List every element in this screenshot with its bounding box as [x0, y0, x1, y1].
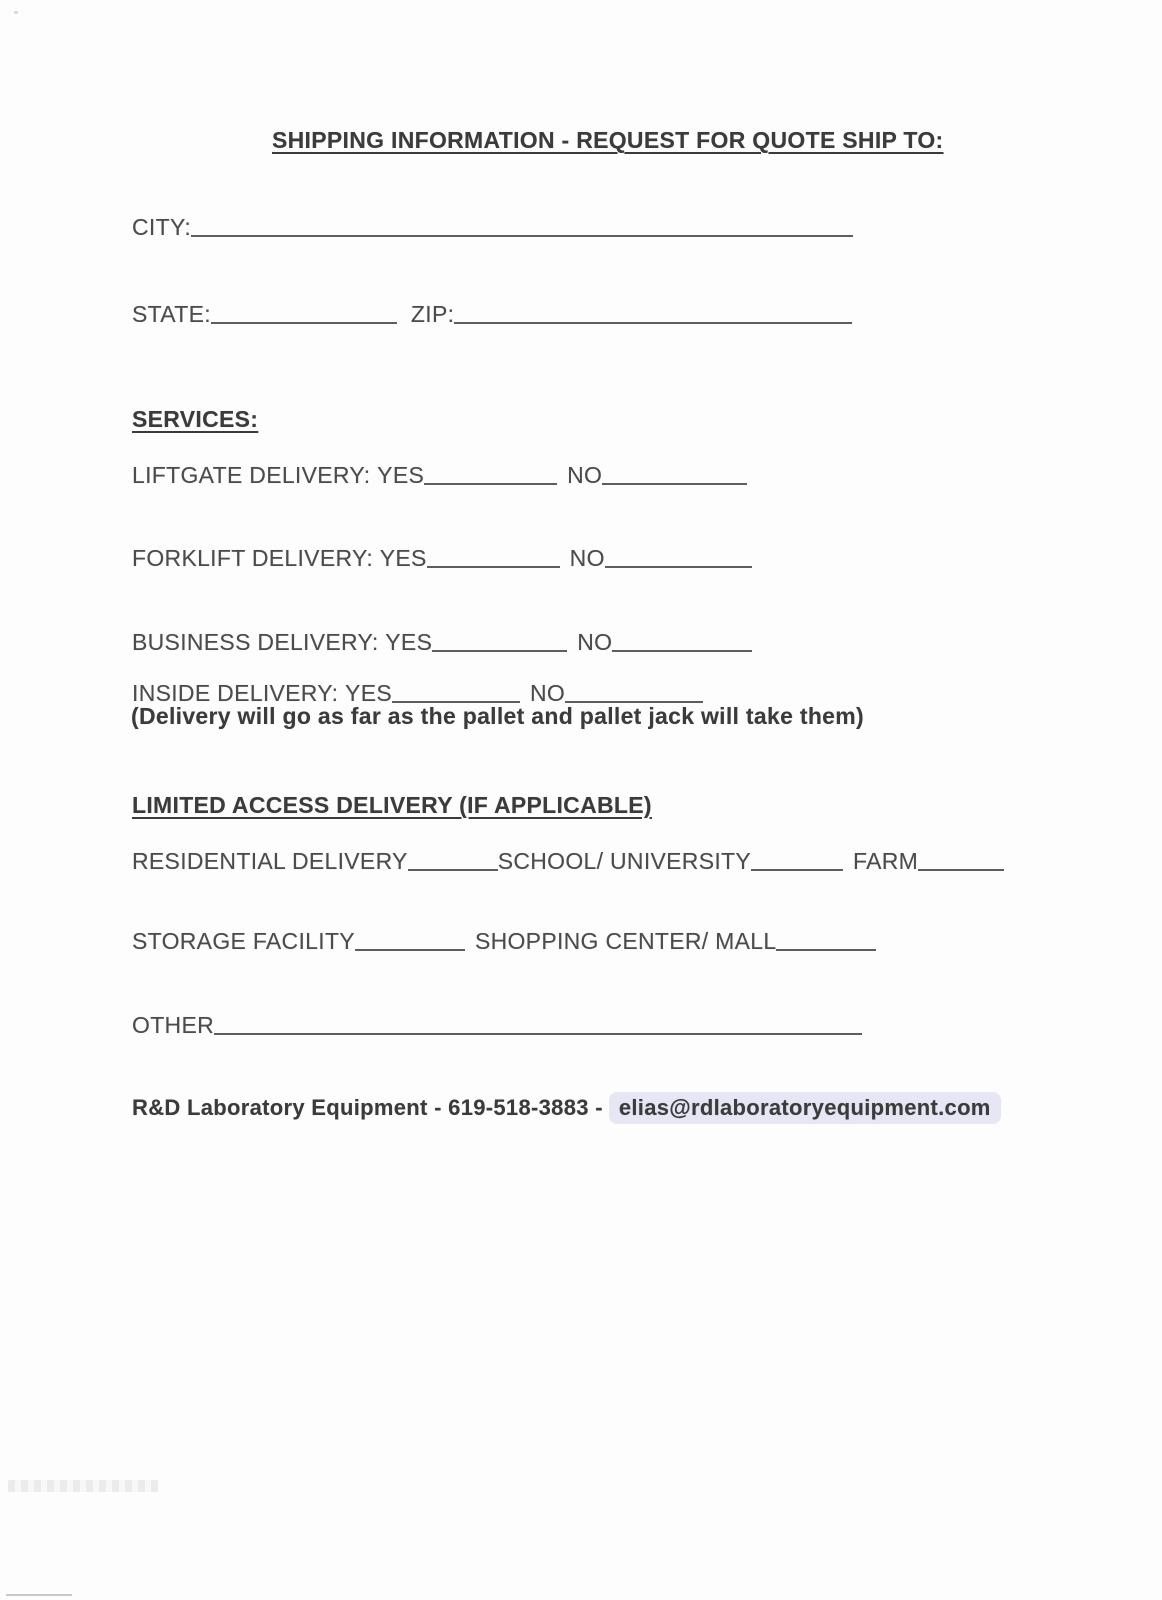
liftgate-delivery-label: LIFTGATE DELIVERY:	[132, 462, 371, 488]
other-label: OTHER	[132, 1012, 214, 1038]
no-label: NO	[529, 680, 566, 706]
separator-dash: -	[595, 1095, 603, 1120]
forklift-delivery-label: FORKLIFT DELIVERY:	[132, 545, 374, 571]
liftgate-delivery-row	[132, 462, 747, 489]
other-row	[132, 1012, 862, 1039]
state-zip-row	[132, 301, 852, 328]
other-fill-line	[214, 1029, 862, 1035]
footer-contact-line	[132, 1095, 1001, 1121]
scan-artifact-line	[6, 1594, 72, 1596]
limited-access-heading: LIMITED ACCESS DELIVERY (IF APPLICABLE)	[132, 792, 652, 818]
phone-number: 619-518-3883	[448, 1095, 589, 1120]
yes-label: YES	[345, 680, 392, 706]
page-title: SHIPPING INFORMATION - REQUEST FOR QUOTE SHIP TO:	[272, 127, 944, 153]
school-university-label: SCHOOL/ UNIVERSITY	[497, 848, 752, 874]
inside-delivery-note: (Delivery will go as far as the pallet and pallet jack will take them)	[131, 703, 864, 729]
liftgate-no-fill-line	[602, 479, 747, 485]
email-link[interactable]: elias@rdlaboratoryequipment.com	[609, 1092, 1001, 1124]
city-label: CITY:	[132, 214, 192, 240]
state-label: STATE:	[132, 301, 211, 327]
residential-fill-line	[408, 865, 498, 871]
no-label: NO	[569, 545, 605, 571]
services-heading: SERVICES:	[132, 406, 259, 432]
scan-artifact-smudge	[8, 1480, 158, 1492]
no-label: NO	[567, 462, 603, 488]
city-fill-line	[191, 231, 853, 237]
yes-label: YES	[377, 462, 425, 488]
separator-dash: -	[434, 1095, 442, 1120]
business-delivery-row	[132, 629, 752, 656]
yes-label: YES	[379, 545, 427, 571]
no-label: NO	[577, 629, 613, 655]
city-row	[132, 214, 853, 241]
shopping-fill-line	[776, 945, 876, 951]
school-fill-line	[751, 865, 843, 871]
farm-fill-line	[918, 865, 1004, 871]
business-delivery-label: BUSINESS DELIVERY:	[132, 629, 379, 655]
zip-label: ZIP:	[410, 301, 455, 327]
business-yes-fill-line	[432, 646, 567, 652]
zip-fill-line	[454, 318, 852, 324]
residential-delivery-label: RESIDENTIAL DELIVERY	[132, 848, 408, 874]
inside-delivery-label: INSIDE DELIVERY:	[132, 680, 339, 706]
scan-artifact-dot	[14, 11, 18, 14]
forklift-delivery-row	[132, 545, 752, 572]
shopping-center-mall-label: SHOPPING CENTER/ MALL	[474, 928, 777, 954]
storage-facility-label: STORAGE FACILITY	[132, 928, 355, 954]
company-name: R&D Laboratory Equipment	[132, 1095, 428, 1120]
forklift-yes-fill-line	[427, 562, 560, 568]
residential-school-farm-row	[132, 848, 1004, 875]
farm-label: FARM	[853, 848, 919, 874]
yes-label: YES	[385, 629, 433, 655]
liftgate-yes-fill-line	[424, 479, 557, 485]
storage-fill-line	[355, 945, 465, 951]
business-no-fill-line	[612, 646, 752, 652]
forklift-no-fill-line	[605, 562, 752, 568]
storage-shopping-row	[132, 928, 876, 955]
state-fill-line	[211, 318, 397, 324]
